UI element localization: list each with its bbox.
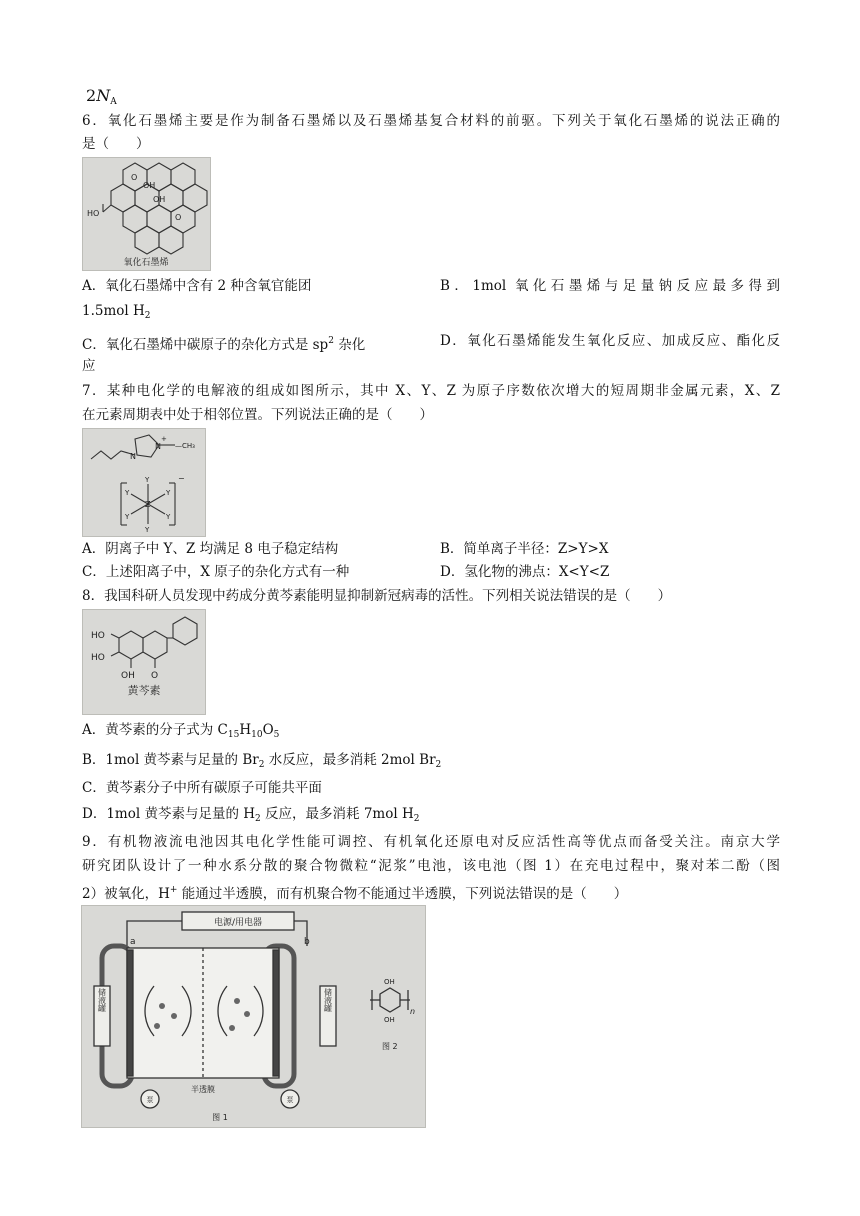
membrane-label: 半透膜 (191, 1085, 215, 1094)
baicalein-structure (83, 610, 205, 714)
graphene-oxide-structure (83, 158, 210, 270)
baicalein-caption: 黄芩素 (127, 684, 161, 697)
n-label-1: N (130, 452, 136, 461)
oh-label: OH (121, 671, 135, 681)
y-label-upper-right: Y (166, 489, 171, 497)
y-label-lower-left: Y (125, 513, 130, 521)
ho-label-1: HO (91, 631, 105, 641)
y-label-upper-left: Y (125, 489, 130, 497)
q8-option-d: D．1mol 黄芩素与足量的 $H_2$ 反应，最多消耗 7mol $H_2$ (82, 806, 420, 824)
q9-stem-line1: 9．有机物液流电池因其电化学性能可调控、有机氧化还原电对反应活性高等优点而备受关注。南京大学 (82, 834, 780, 850)
q6-stem-line2: 是（ ） (82, 136, 150, 152)
q9-stem-line3: 2）被氧化，H+ 能通过半透膜，而有机聚合物不能通过半透膜，下列说法错误的是（ ） (82, 885, 628, 902)
electrolyte-figure (82, 428, 206, 537)
o-label-1: O (131, 173, 138, 182)
ho-label: HO (87, 209, 100, 218)
q8-option-a: A．黄芩素的分子式为 $C_{15}H_{10}O_5$ (82, 722, 280, 740)
carbonyl-o-label: O (151, 671, 159, 681)
fig2-caption: 图 2 (382, 1042, 398, 1051)
q7-stem-line1: 7．某种电化学的电解液的组成如图所示，其中 X、Y、Z 为原子序数依次增大的短周期非金属元素，X、Z (82, 383, 780, 399)
oh-label-2: OH (153, 195, 166, 204)
q6-option-a: A．氧化石墨烯中含有 2 种含氧官能团 (82, 278, 312, 294)
q8-stem: 8．我国科研人员发现中药成分黄芩素能明显抑制新冠病毒的活性。下列相关说法错误的是（ ） (82, 588, 672, 604)
q6-option-b-line1: B．1mol 氧化石墨烯与足量钠反应最多得到 (440, 278, 780, 294)
q7-option-b: B．简单离子半径：Z>Y>X (440, 541, 609, 557)
electrode-b-label: b (304, 937, 310, 947)
y-label-lower-right: Y (166, 513, 171, 521)
q7-stem-line2: 在元素周期表中处于相邻位置。下列说法正确的是（ ） (82, 407, 433, 423)
q8-option-b: B．1mol 黄芩素与足量的 $Br_2$ 水反应，最多消耗 2mol $Br_2$ (82, 752, 442, 770)
battery-figure (81, 905, 426, 1128)
ho-label-2: HO (91, 653, 105, 663)
pump-right-label: 泵 (286, 1096, 294, 1104)
oh-label-bottom: OH (384, 1016, 395, 1024)
electrolyte-structure (83, 429, 205, 536)
q8-option-c: C．黄芩素分子中所有碳原子可能共平面 (82, 780, 322, 796)
z-label: Z (145, 500, 151, 509)
graphene-oxide-figure (82, 157, 211, 271)
n-label-2: N (155, 442, 161, 451)
y-label-top: Y (145, 476, 150, 484)
q6-stem-line1: 6．氧化石墨烯主要是作为制备石墨烯以及石墨烯基复合材料的前驱。下列关于氧化石墨烯的说法正确的 (82, 113, 780, 129)
ch3-label: —CH₃ (175, 442, 195, 450)
q6-option-c: C．氧化石墨烯中碳原子的杂化方式是 $sp^2$ 杂化 (82, 336, 366, 353)
q6-option-b-line2: 1.5mol $H_2$ (82, 303, 151, 321)
electrode-a-label: a (130, 937, 136, 947)
polymer-n-label: n (410, 1007, 416, 1016)
carryover-answer: $2N_A$ (86, 86, 117, 107)
fig1-caption: 图 1 (212, 1113, 228, 1122)
graphene-oxide-caption: 氧化石墨烯 (123, 258, 169, 268)
oh-label-top: OH (384, 978, 395, 986)
pump-left-label: 泵 (146, 1096, 154, 1104)
y-label-bottom: Y (145, 526, 150, 534)
minus-label: − (178, 474, 185, 483)
q6-option-d-line1: D．氧化石墨烯能发生氧化反应、加成反应、酯化反 (440, 333, 780, 349)
q7-option-a: A．阴离子中 Y、Z 均满足 8 电子稳定结构 (82, 541, 339, 557)
q6-option-d-line2: 应 (82, 358, 96, 374)
q7-option-d: D．氢化物的沸点：X<Y<Z (440, 564, 610, 580)
q7-option-c: C．上述阳离子中，X 原子的杂化方式有一种 (82, 564, 350, 580)
slurry-battery-diagram (82, 906, 425, 1127)
power-label: 电源/用电器 (213, 918, 263, 928)
tank-right-label: 储液罐 (323, 988, 333, 1012)
q9-stem-line2: 研究团队设计了一种水系分散的聚合物微粒“泥浆”电池，该电池（图 1）在充电过程中，聚对苯二酚（图 (82, 858, 780, 874)
baicalein-figure (82, 609, 206, 715)
plus-label: + (161, 435, 167, 443)
tank-left-label: 储液罐 (97, 988, 107, 1012)
o-label-2: O (175, 213, 182, 222)
oh-label-1: OH (143, 181, 156, 190)
